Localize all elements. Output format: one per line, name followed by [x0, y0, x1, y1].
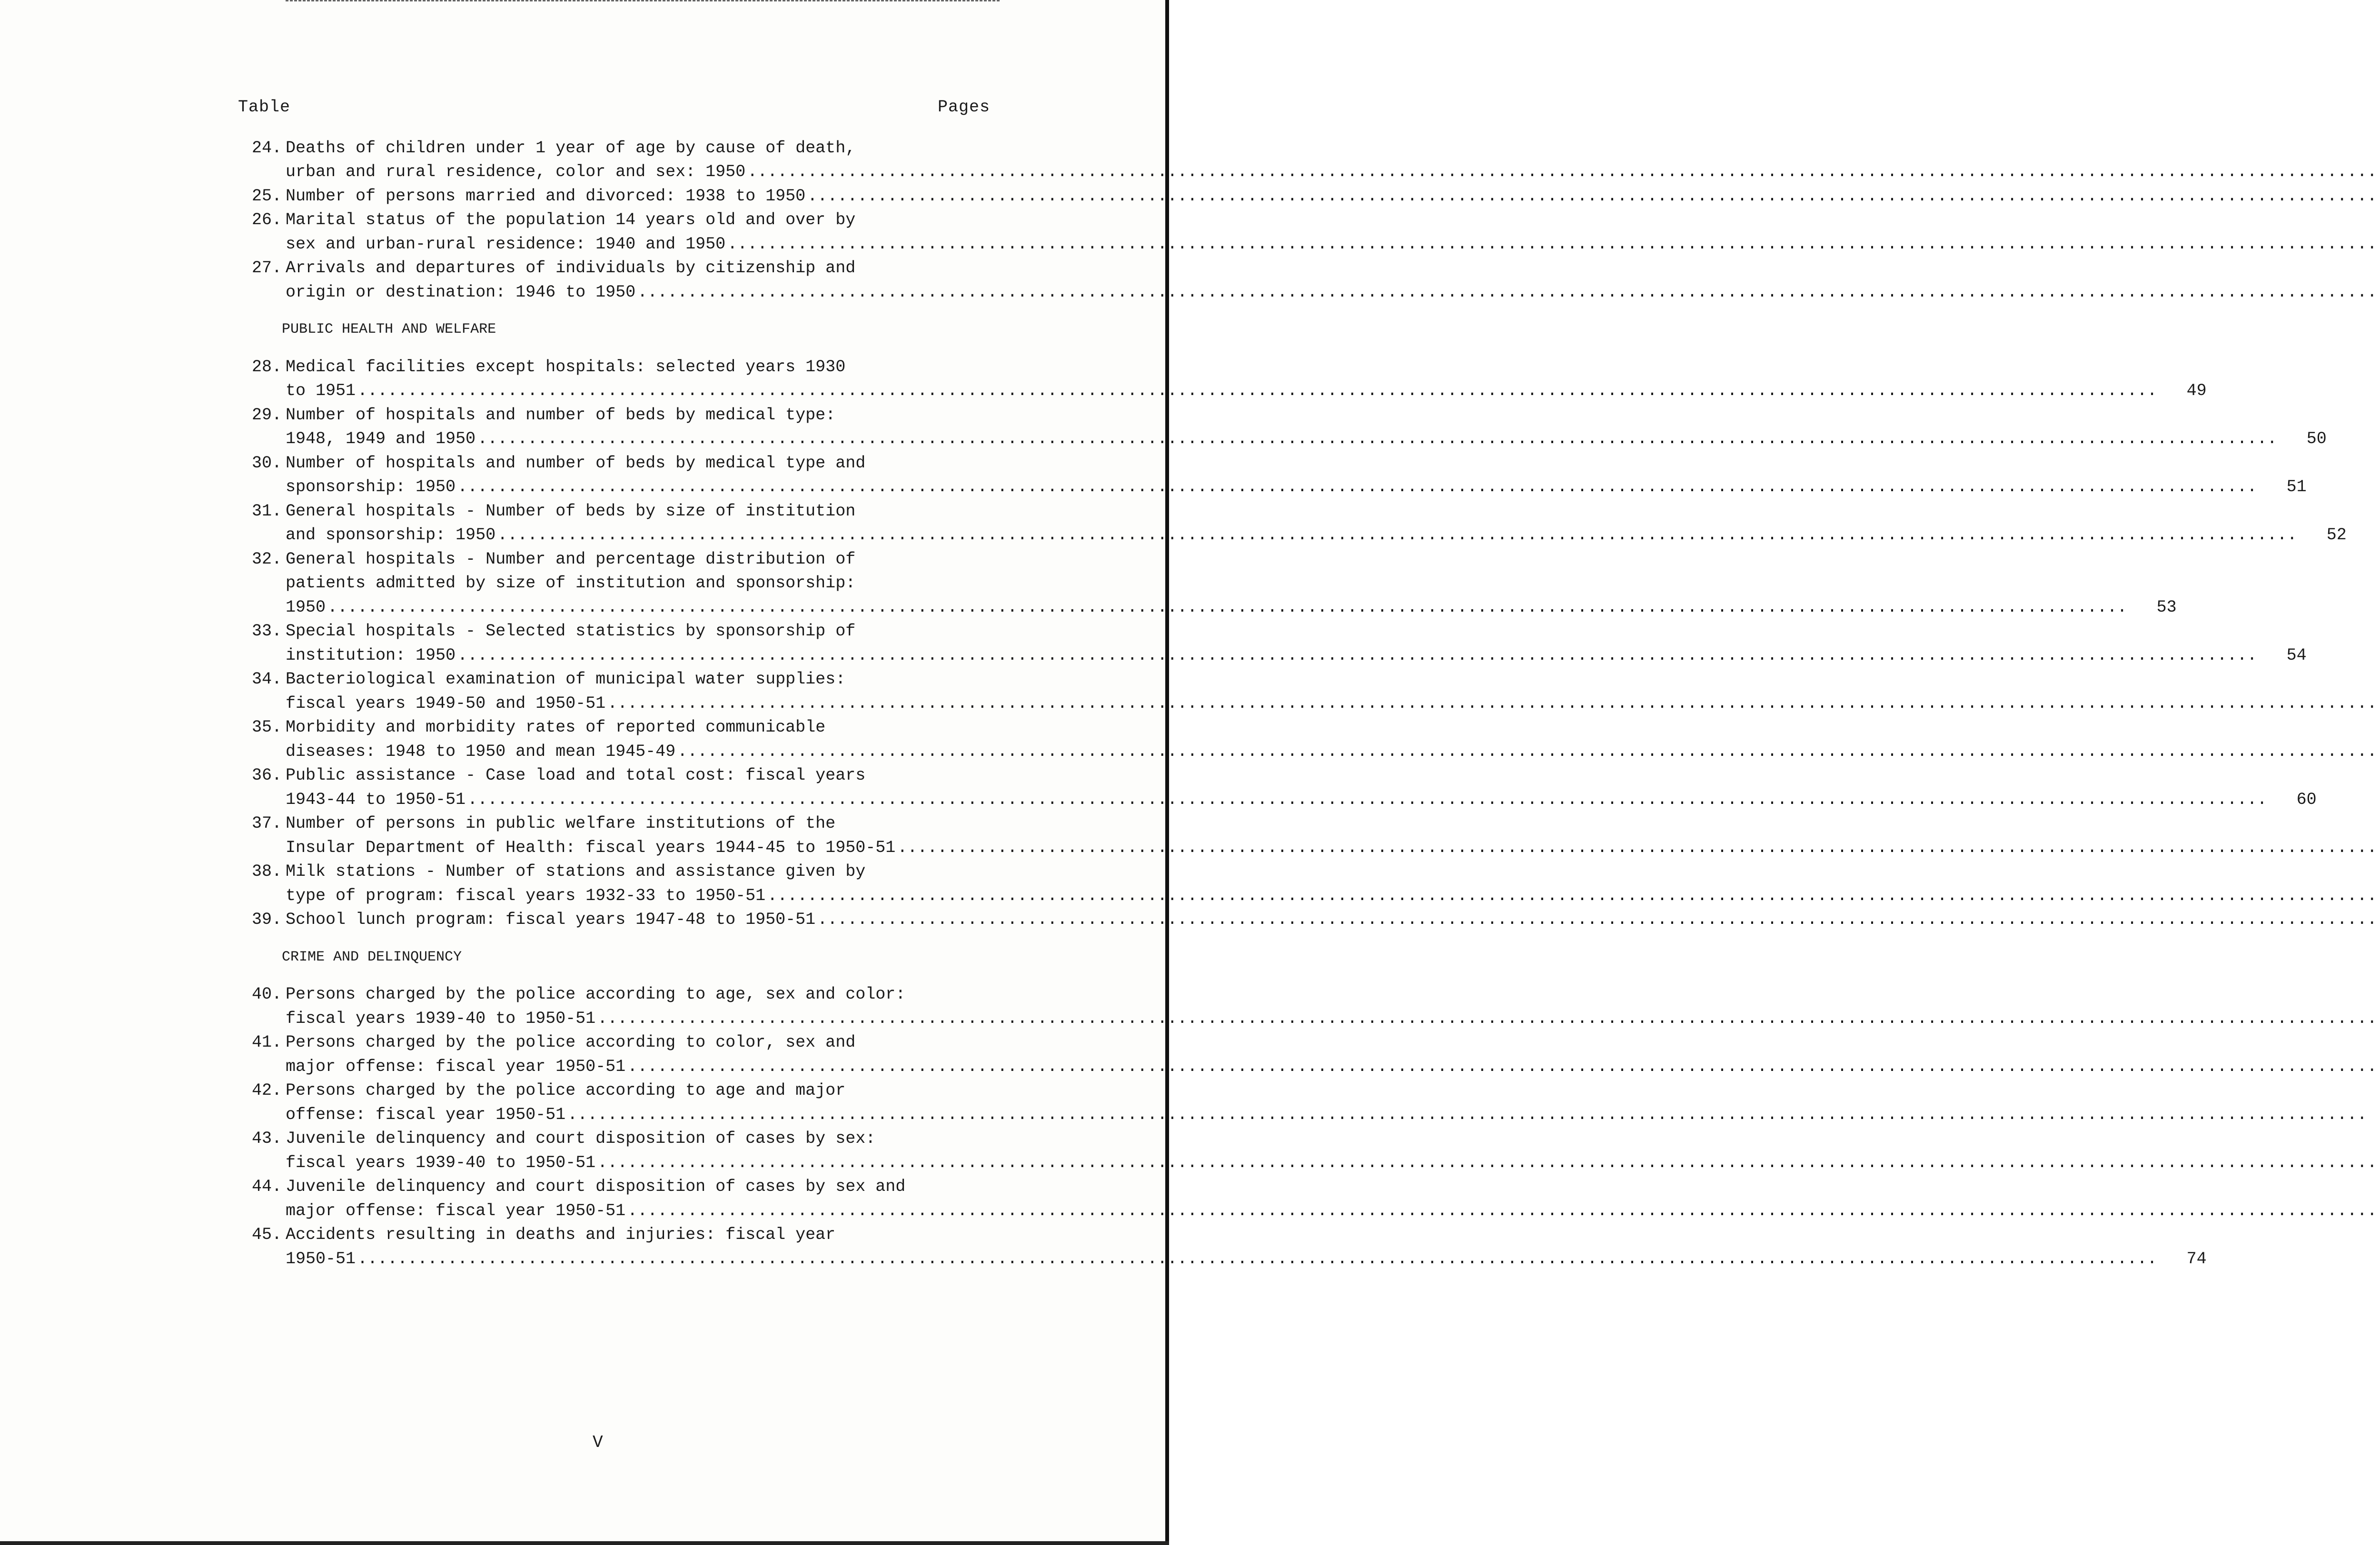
dot-leader: [627, 1199, 2380, 1223]
entry-title-line: fiscal years 1949-50 and 1950-51: [286, 693, 606, 713]
table-number: 44.: [251, 1177, 282, 1196]
entry-title: [286, 403, 2327, 451]
entry-title-line: Deaths of children under 1 year of age by cause of death,: [286, 138, 856, 158]
toc-entry: [238, 355, 2207, 403]
entry-title-line: Number of persons married and divorced: 1938 to 1950: [286, 186, 806, 206]
entry-title-line: Juvenile delinquency and court disposition of cases by sex and: [286, 1177, 906, 1196]
entry-title-last-line: [286, 184, 2380, 208]
toc-entry: [238, 1127, 990, 1175]
entry-title-line: urban and rural residence, color and sex: 1950: [286, 162, 746, 181]
entry-title-line: Special hospitals - Selected statistics by sponsorship of: [286, 622, 856, 641]
entry-title-line: School lunch program: fiscal years 1947-48 to 1950-51: [286, 910, 816, 929]
dot-leader: [807, 184, 2380, 208]
table-number: 39.: [251, 910, 282, 929]
table-number: 28.: [251, 357, 282, 376]
entry-title: [286, 1175, 2380, 1223]
table-number: 37.: [251, 814, 282, 833]
toc-entry: [238, 1079, 990, 1127]
entry-title: [286, 256, 2380, 304]
entry-title-last-line: [286, 1199, 2380, 1223]
entry-title-line: Number of hospitals and number of beds by medical type and: [286, 453, 866, 473]
dot-leader: [897, 836, 2380, 860]
page-number: 50: [2306, 429, 2327, 448]
entry-title-line: Persons charged by the police according to age and major: [286, 1081, 846, 1100]
toc-entry: [238, 499, 2347, 547]
toc-entry: [238, 860, 990, 908]
entry-title-last-line: [286, 523, 2347, 547]
entry-title-line: Milk stations - Number of stations and assistance given by: [286, 862, 866, 881]
entry-title: [286, 908, 2380, 932]
page-number: 49: [2186, 381, 2207, 400]
dot-leader: [607, 692, 2380, 716]
toc-entry: [238, 908, 990, 932]
entry-title-last-line: [286, 644, 2307, 668]
scan-top-edge: [286, 0, 1000, 3]
toc-entry: [238, 403, 2327, 451]
dot-leader: [677, 740, 2380, 764]
section-heading: PUBLIC HEALTH AND WELFARE: [282, 321, 496, 337]
entry-title-line: Medical facilities except hospitals: selected years 1930: [286, 357, 846, 376]
entry-title-last-line: [286, 1103, 2380, 1127]
entry-title-line: Number of hospitals and number of beds by medical type:: [286, 405, 836, 425]
entry-title: [286, 982, 2380, 1030]
entry-title-line: Bacteriological examination of municipal water supplies:: [286, 670, 846, 689]
entry-title-last-line: [286, 280, 2380, 305]
scan-bottom-edge: [0, 1541, 1169, 1545]
toc-entry: [238, 256, 990, 304]
entry-title: [286, 184, 2380, 208]
entry-title: [286, 860, 2380, 908]
entry-title-line: sex and urban-rural residence: 1940 and 1950: [286, 234, 726, 254]
entry-title-line: type of program: fiscal years 1932-33 to 1950-51: [286, 886, 766, 905]
entry-title-last-line: [286, 740, 2380, 764]
entry-title-line: Persons charged by the police according to color, sex and: [286, 1033, 856, 1052]
entry-title-last-line: [286, 1007, 2380, 1031]
page-number: 51: [2286, 477, 2307, 496]
page-number: 54: [2286, 645, 2307, 665]
dot-leader: [627, 1055, 2380, 1079]
entry-title-last-line: [286, 908, 2380, 932]
dot-leader: [457, 475, 2257, 499]
table-number: 35.: [251, 718, 282, 737]
table-number: 40.: [251, 985, 282, 1004]
page-number: [2369, 1103, 2380, 1127]
dot-leader: [817, 908, 2380, 932]
table-number: 27.: [251, 258, 282, 277]
table-number: 25.: [251, 186, 282, 206]
page-number: 52: [2326, 525, 2347, 545]
dot-leader: [727, 232, 2380, 257]
entry-title-line: diseases: 1948 to 1950 and mean 1945-49: [286, 742, 676, 761]
table-number: 38.: [251, 862, 282, 881]
toc-entry: [238, 619, 2307, 667]
dot-leader: [567, 1103, 2367, 1127]
entry-title: [286, 667, 2380, 715]
entry-title-last-line: [286, 1055, 2380, 1079]
table-number: 41.: [251, 1033, 282, 1052]
entry-title-line: major offense: fiscal year 1950-51: [286, 1057, 626, 1076]
entry-title-line: Persons charged by the police according to age, sex and color:: [286, 985, 906, 1004]
table-number: 34.: [251, 670, 282, 689]
entry-title-line: to 1951: [286, 381, 356, 400]
entry-title: [286, 1079, 2380, 1127]
toc-entry: [238, 547, 2177, 620]
table-of-contents: [238, 95, 2347, 1271]
entry-title-line: and sponsorship: 1950: [286, 525, 496, 545]
entry-title-last-line: [286, 692, 2380, 716]
entry-title-line: Number of persons in public welfare institutions of the: [286, 814, 836, 833]
entry-title-line: Arrivals and departures of individuals by citizenship and: [286, 258, 856, 277]
entry-title: [286, 355, 2207, 403]
entry-title-line: 1948, 1949 and 1950: [286, 429, 476, 448]
entry-title: [286, 619, 2307, 667]
table-number: 36.: [251, 766, 282, 785]
entry-title-last-line: [286, 595, 2177, 620]
entry-title-line: offense: fiscal year 1950-51: [286, 1105, 566, 1124]
page-folio: V: [593, 1433, 603, 1452]
toc-entry: [238, 1175, 990, 1223]
table-number: 26.: [251, 210, 282, 229]
entry-title-last-line: [286, 884, 2380, 908]
table-column-heading: Table: [238, 98, 291, 117]
entry-title-line: patients admitted by size of institution and sponsorship:: [286, 574, 856, 593]
pages-column-heading: Pages: [937, 98, 990, 117]
entry-title-line: fiscal years 1939-40 to 1950-51: [286, 1153, 596, 1172]
entry-title-line: 1950: [286, 597, 326, 617]
toc-entry: [238, 1030, 990, 1079]
toc-entry: [238, 451, 2307, 499]
table-number: 24.: [251, 138, 282, 158]
table-number: 43.: [251, 1129, 282, 1148]
entry-title-line: institution: 1950: [286, 645, 456, 665]
toc-entry: [238, 208, 990, 256]
entry-title-last-line: [286, 1247, 2207, 1271]
entry-title-last-line: [286, 427, 2327, 451]
dot-leader: [597, 1151, 2380, 1175]
entry-title: [286, 451, 2307, 499]
table-number: 30.: [251, 453, 282, 473]
entry-title-line: 1943-44 to 1950-51: [286, 790, 466, 809]
entry-title: [286, 499, 2347, 547]
table-number: 29.: [251, 405, 282, 425]
table-number: 45.: [251, 1225, 282, 1244]
toc-entry: [238, 1223, 2207, 1271]
entry-title: [286, 547, 2177, 620]
table-number: 42.: [251, 1081, 282, 1100]
entry-title: [286, 1223, 2207, 1271]
toc-entry: [238, 982, 990, 1030]
toc-header: [238, 95, 990, 119]
toc-entry: [238, 763, 2317, 812]
entry-title: [286, 208, 2380, 256]
entry-title-last-line: [286, 836, 2380, 860]
entry-title-line: fiscal years 1939-40 to 1950-51: [286, 1009, 596, 1028]
entry-title-last-line: [286, 160, 2380, 184]
toc-entry: [238, 812, 990, 860]
toc-entry: [238, 715, 990, 763]
entry-title-line: Morbidity and morbidity rates of reported communicable: [286, 718, 826, 737]
dot-leader: [467, 788, 2267, 812]
entry-title-last-line: [286, 379, 2207, 403]
dot-leader: [457, 644, 2257, 668]
entry-title-line: Juvenile delinquency and court disposition of cases by sex:: [286, 1129, 876, 1148]
entry-title-line: Insular Department of Health: fiscal years 1944-45 to 1950-51: [286, 838, 896, 857]
dot-leader: [477, 427, 2277, 451]
dot-leader: [637, 280, 2380, 305]
dot-leader: [357, 379, 2157, 403]
entry-title-last-line: [286, 788, 2317, 812]
entry-title-line: General hospitals - Number and percentage distribution of: [286, 549, 856, 569]
page-number: 53: [2156, 597, 2177, 617]
section-heading: CRIME AND DELINQUENCY: [282, 949, 462, 965]
entry-title-line: Public assistance - Case load and total cost: fiscal years: [286, 766, 866, 785]
entry-title-line: Accidents resulting in deaths and injuries: fiscal year: [286, 1225, 836, 1244]
entry-title: [286, 812, 2380, 860]
table-number: 33.: [251, 622, 282, 641]
toc-entry: [238, 184, 990, 208]
page-number: 60: [2296, 790, 2317, 809]
entry-title-last-line: [286, 475, 2307, 499]
dot-leader: [327, 595, 2127, 620]
toc-entry: [238, 667, 990, 715]
entry-title: [286, 763, 2317, 812]
table-number: 31.: [251, 501, 282, 521]
page-number: 74: [2186, 1249, 2207, 1268]
dot-leader: [357, 1247, 2157, 1271]
entry-title-last-line: [286, 232, 2380, 257]
table-number: 32.: [251, 549, 282, 569]
entry-title-last-line: [286, 1151, 2380, 1175]
entry-title: [286, 1030, 2380, 1079]
dot-leader: [767, 884, 2380, 908]
entry-title-line: origin or destination: 1946 to 1950: [286, 282, 636, 302]
toc-entry: [238, 136, 990, 184]
entry-title: [286, 136, 2380, 184]
dot-leader: [747, 160, 2380, 184]
entry-title: [286, 715, 2380, 763]
entry-title-line: major offense: fiscal year 1950-51: [286, 1201, 626, 1220]
entry-title-line: 1950-51: [286, 1249, 356, 1268]
entry-title-line: Marital status of the population 14 years old and over by: [286, 210, 856, 229]
entry-title: [286, 1127, 2380, 1175]
entry-title-line: sponsorship: 1950: [286, 477, 456, 496]
entry-title-line: General hospitals - Number of beds by size of institution: [286, 501, 856, 521]
dot-leader: [497, 523, 2297, 547]
toc-entries: [238, 136, 2347, 1271]
dot-leader: [597, 1007, 2380, 1031]
